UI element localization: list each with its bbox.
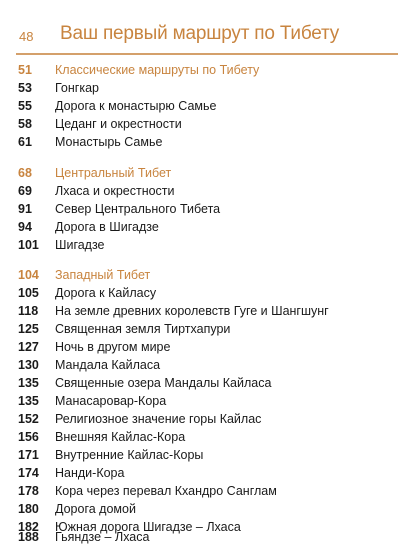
entry-page-number: 127: [18, 340, 39, 354]
entry-title: Цеданг и окрестности: [55, 117, 182, 131]
entry-page-number: 58: [18, 117, 32, 131]
entry-title: Священные озера Мандалы Кайласа: [55, 376, 272, 390]
toc-entry: [0, 340, 410, 358]
entry-title: Ночь в другом мире: [55, 340, 171, 354]
entry-page-number: 152: [18, 412, 39, 426]
entry-title: На земле древних королевств Гуге и Шангшунг: [55, 304, 329, 318]
entry-title: Религиозное значение горы Кайлас: [55, 412, 262, 426]
toc-entry: [0, 530, 410, 548]
toc-entry: [0, 358, 410, 376]
entry-page-number: 174: [18, 466, 39, 480]
entry-title: Священная земля Тиртхапури: [55, 322, 231, 336]
entry-page-number: 156: [18, 430, 39, 444]
entry-title: Монастырь Самье: [55, 135, 163, 149]
section-heading: [0, 268, 410, 286]
entry-page-number: 101: [18, 238, 39, 252]
toc-entry: [0, 202, 410, 220]
section-title: Западный Тибет: [55, 268, 151, 282]
entry-page-number: 105: [18, 286, 39, 300]
toc-entry: [0, 99, 410, 117]
toc-entry: [0, 117, 410, 135]
toc-entry: [0, 135, 410, 153]
chapter-divider: [16, 53, 398, 55]
entry-title: Гьяндзе – Лхаса: [55, 530, 150, 544]
section-page-number: 51: [18, 63, 32, 77]
entry-title: Внешняя Кайлас-Кора: [55, 430, 186, 444]
section-page-number: 68: [18, 166, 32, 180]
toc-entry: [0, 502, 410, 520]
entry-title: Север Центрального Тибета: [55, 202, 221, 216]
chapter-heading: [0, 22, 410, 50]
entry-page-number: 171: [18, 448, 39, 462]
toc-entry: [0, 466, 410, 484]
toc-entry: [0, 220, 410, 238]
entry-title: Манасаровар-Кора: [55, 394, 167, 408]
section-title: Центральный Тибет: [55, 166, 172, 180]
entry-title: Дорога к Кайласу: [55, 286, 157, 300]
toc-entry: [0, 286, 410, 304]
entry-title: Внутренние Кайлас-Коры: [55, 448, 204, 462]
entry-title: Кора через перевал Кхандро Санглам: [55, 484, 277, 498]
toc-entry: [0, 376, 410, 394]
entry-page-number: 130: [18, 358, 39, 372]
entry-page-number: 178: [18, 484, 39, 498]
entry-page-number: 182: [18, 520, 39, 534]
entry-title: Мандала Кайласа: [55, 358, 161, 372]
entry-page-number: 61: [18, 135, 32, 149]
entry-page-number: 118: [18, 304, 39, 318]
entry-title: Южная дорога Шигадзе – Лхаса: [55, 520, 241, 534]
toc-entry: [0, 448, 410, 466]
entry-page-number: 91: [18, 202, 32, 216]
toc-entry: [0, 184, 410, 202]
entry-page-number: 180: [18, 502, 39, 516]
toc-entry: [0, 238, 410, 256]
entry-title: Гонгкар: [55, 81, 99, 95]
toc-entry: [0, 484, 410, 502]
toc-entry: [0, 304, 410, 322]
entry-page-number: 125: [18, 322, 39, 336]
entry-page-number: 94: [18, 220, 32, 234]
section-heading: [0, 63, 410, 81]
chapter-page-number: 48: [19, 29, 34, 44]
entry-title: Лхаса и окрестности: [55, 184, 175, 198]
section-heading: [0, 166, 410, 184]
entry-page-number: 55: [18, 99, 32, 113]
entry-title: Дорога к монастырю Самье: [55, 99, 217, 113]
entry-page-number: 135: [18, 394, 39, 408]
entry-page-number: 69: [18, 184, 32, 198]
entry-title: Нанди-Кора: [55, 466, 125, 480]
entry-page-number: 135: [18, 376, 39, 390]
toc-entry: [0, 81, 410, 99]
entry-page-number: 53: [18, 81, 32, 95]
entry-page-number: 188: [18, 530, 39, 544]
toc-entry: [0, 430, 410, 448]
chapter-title: Ваш первый маршрут по Тибету: [60, 23, 340, 44]
section-page-number: 104: [18, 268, 39, 282]
toc-entry: [0, 394, 410, 412]
entry-title: Дорога домой: [55, 502, 136, 516]
entry-title: Шигадзе: [55, 238, 105, 252]
toc-entry: [0, 412, 410, 430]
entry-title: Дорога в Шигадзе: [55, 220, 159, 234]
toc-entry: [0, 322, 410, 340]
section-title: Классические маршруты по Тибету: [55, 63, 260, 77]
